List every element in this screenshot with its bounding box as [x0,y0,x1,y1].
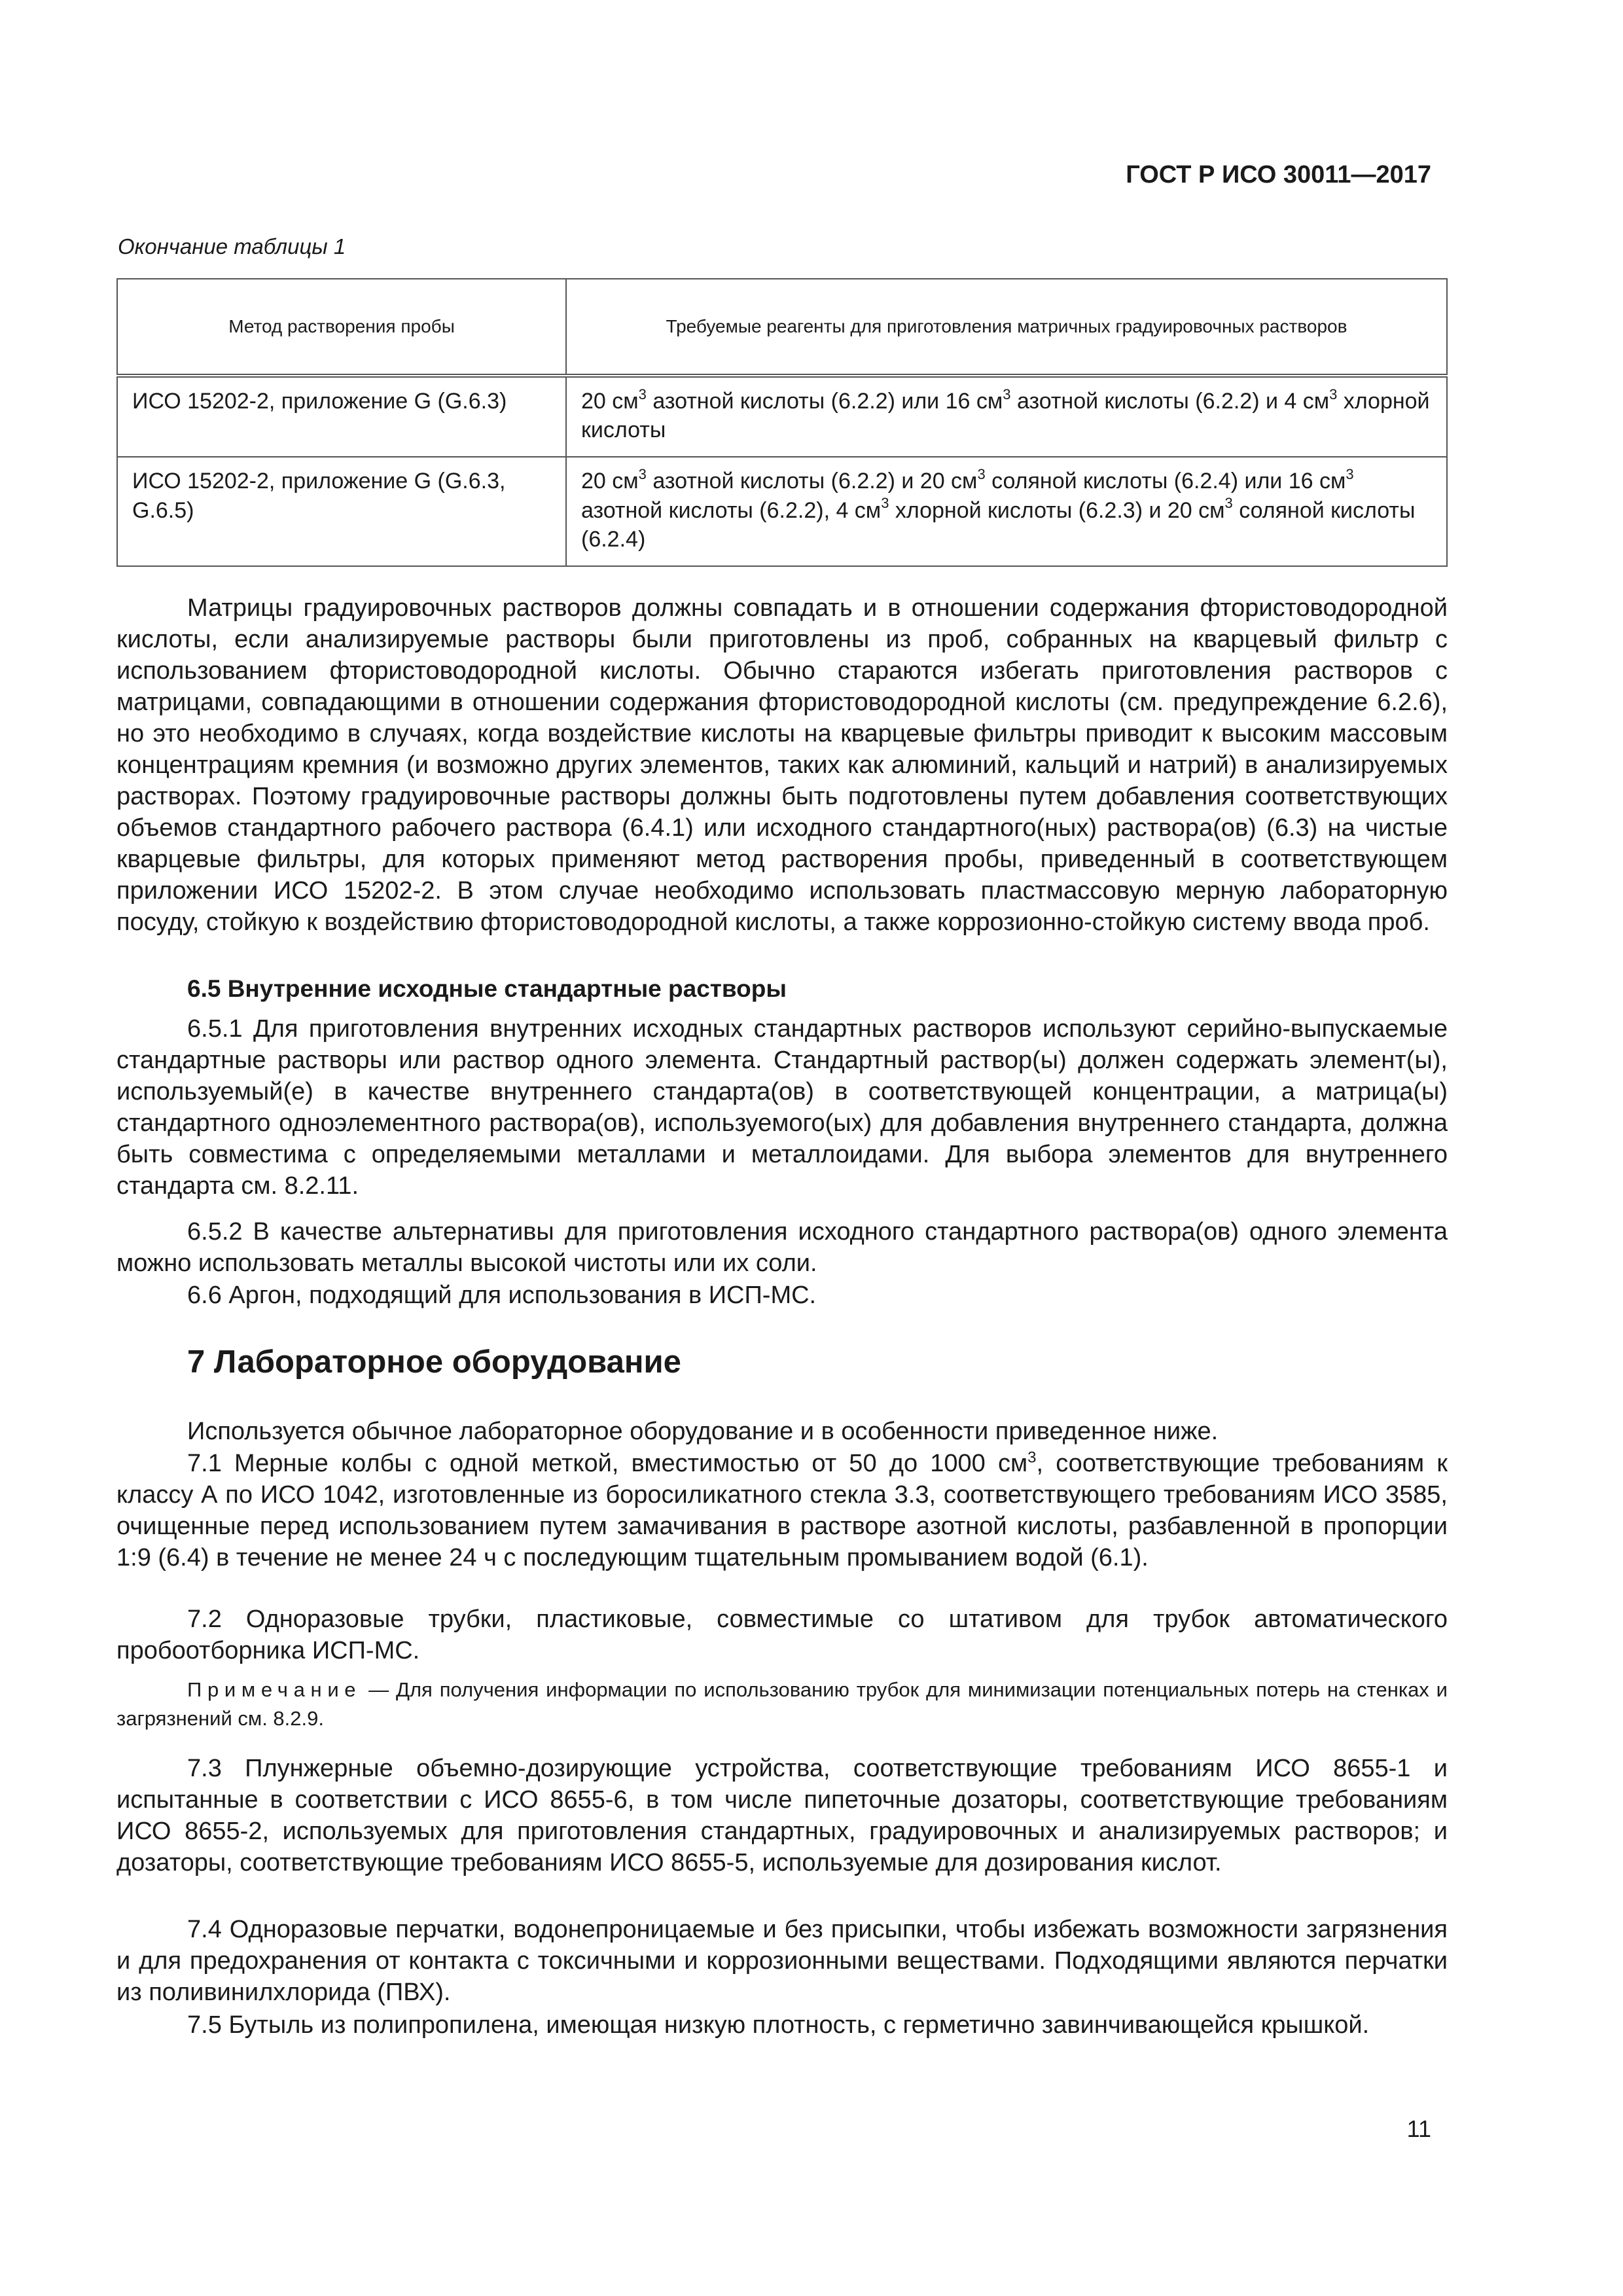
text-run: хлорной кислоты (6.2.3) и 20 см [889,497,1225,523]
text-run: азотной кислоты (6.2.2) и 4 см [1010,389,1330,414]
note-label: Примечание [187,1678,362,1701]
superscript: 3 [1224,495,1233,512]
paragraph-7-1 [116,1448,1448,1573]
table-header-reagents: Требуемые реагенты для приготовления матричных градуировочных растворов [566,279,1447,376]
text-run: азотной кислоты (6.2.2) и 20 см [646,469,978,494]
paragraph-6-5-2: 6.5.2 В качестве альтернативы для приготовления исходного стандартного раствора(ов) одного элемента можно использовать металлы высокой чистоты или их соли. [116,1218,1448,1277]
table-header-method: Метод растворения пробы [117,279,566,376]
superscript: 3 [638,386,647,403]
text-run: азотной кислоты (6.2.2), 4 см [581,497,882,523]
paragraph-7-1-part-a: 7.1 Мерные колбы с одной меткой, вместимостью от 50 до 1000 см [187,1450,1028,1477]
table-cell-reagents [566,376,1447,457]
table-cell-reagents [566,457,1447,566]
table-header-row [117,279,1447,376]
reagents-table [116,278,1448,567]
superscript: 3 [1003,386,1011,403]
paragraph-7-1-superscript: 3 [1027,1448,1037,1467]
superscript: 3 [977,466,986,483]
section-heading-6-5: 6.5 Внутренние исходные стандартные растворы [187,975,787,1002]
superscript: 3 [881,495,889,512]
paragraph-7-1-part-b: , соответствующие требованиям к классу А по ИСО 1042, изготовленные из боросиликатного стекла 3.3, соответствующего требованиям ИСО 3585, очищенные перед использованием путем замачивания в растворе азотной кислоты, разбавленной в пропорции 1:9 (6.4) в течение не менее 24 ч с последующим тщательным промыванием водой (6.1). [116,1450,1448,1571]
paragraph-7-intro: Используется обычное лабораторное оборудование и в особенности приведенное ниже. [187,1418,1219,1445]
page-number: 11 [1406,2115,1431,2142]
note [116,1676,1448,1733]
text-run: хлорной кислоты [581,389,1430,443]
table-cell-method: ИСО 15202-2, приложение G (G.6.3, G.6.5) [117,457,566,566]
paragraph-matrices: Матрицы градуировочных растворов должны совпадать и в отношении содержания фтористоводородной кислоты, если анализируемые растворы были приготовлены из проб, собранных на кварцевый фильтр с использованием фтористоводородной кислоты. Обычно стараются избегать приготовления растворов с матрицами, совпадающими в отношении содержания фтористоводородной кислоты (см. предупреждение 6.2.6), но это необходимо в случаях, когда воздействие кислоты на кварцевые фильтры приводит к высоким массовым концентрациям кремния (и возможно других элементов, таких как алюминий, кальций и натрий) в анализируемых растворах. Поэтому градуировочные растворы должны быть подготовлены путем добавления соответствующих объемов стандартного рабочего раствора (6.4.1) или исходного стандартного(ных) раствора(ов) (6.3) на чистые кварцевые фильтры, для которых применяют метод растворения пробы, приведенный в соответствующем приложении ИСО 15202-2. В этом случае необходимо использовать пластмассовую мерную лабораторную посуду, стойкую к воздействию фтористоводородной кислоты, а также коррозионно-стойкую систему ввода проб. [116,594,1448,936]
superscript: 3 [1329,386,1338,403]
paragraph-7-5: 7.5 Бутыль из полипропилена, имеющая низкую плотность, с герметично завинчивающейся крышкой. [187,2011,1370,2039]
superscript: 3 [1346,466,1354,483]
text-run: соляной кислоты (6.2.4) или 16 см [985,469,1346,494]
table-caption: Окончание таблицы 1 [118,234,346,259]
text-run: азотной кислоты (6.2.2) или 16 см [646,389,1003,414]
text-run: 20 см [581,389,639,414]
text-run: соляной кислоты (6.2.4) [581,497,1416,552]
paragraph-6-5-1: 6.5.1 Для приготовления внутренних исходных стандартных растворов используют серийно-выпускаемые стандартные растворы или раствор одного элемента. Стандартный раствор(ы) должен содержать элемент(ы), используемый(е) в качестве внутреннего стандарта(ов) в соответствующей концентрации, а матрица(ы) стандартного одноэлементного раствора(ов), используемого(ых) для добавления внутреннего стандарта, должна быть совместима с определяемыми металлами и металлоидами. Для выбора элементов для внутреннего стандарта см. 8.2.11. [116,1015,1448,1200]
paragraph-7-4: 7.4 Одноразовые перчатки, водонепроницаемые и без присыпки, чтобы избежать возможности загрязнения и для предохранения от контакта с токсичными и коррозионными веществами. Подходящими являются перчатки из поливинилхлорида (ПВХ). [116,1916,1448,2006]
section-heading-7: 7 Лабораторное оборудование [187,1344,681,1380]
text-run: 20 см [581,469,639,494]
table-row [117,457,1447,566]
paragraph-7-2: 7.2 Одноразовые трубки, пластиковые, совместимые со штативом для трубок автоматического пробоотборника ИСП-МС. [116,1605,1448,1664]
note-text: — Для получения информации по использованию трубок для минимизации потенциальных потерь на стенках и загрязнений см. 8.2.9. [116,1678,1448,1730]
paragraph-7-3: 7.3 Плунжерные объемно-дозирующие устройства, соответствующие требованиям ИСО 8655-1 и испытанные в соответствии с ИСО 8655-6, в том числе пипеточные дозаторы, соответствующие требованиям ИСО 8655-2, используемых для приготовления стандартных, градуировочных и анализируемых растворов; и дозаторы, соответствующие требованиям ИСО 8655-5, используемые для дозирования кислот. [116,1755,1448,1876]
table-row [117,376,1447,457]
document-header: ГОСТ Р ИСО 30011—2017 [1126,161,1431,188]
table-cell-method: ИСО 15202-2, приложение G (G.6.3) [117,376,566,457]
superscript: 3 [638,466,647,483]
paragraph-6-6: 6.6 Аргон, подходящий для использования в ИСП-МС. [187,1282,817,1309]
